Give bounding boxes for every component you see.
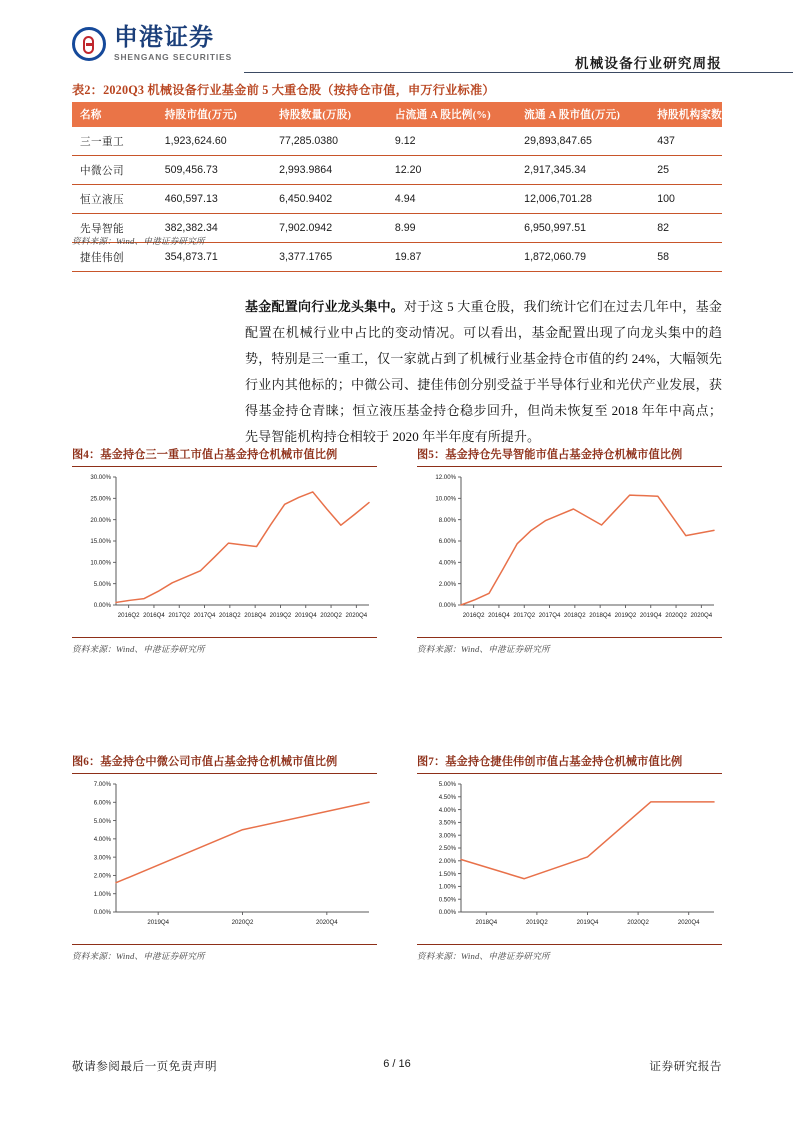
figure-5-title: 图5：基金持仓先导智能市值占基金持仓机械市值比例 [417,449,683,461]
svg-text:5.00%: 5.00% [93,581,111,589]
cell-institutions: 82 [649,214,722,243]
report-type-label: 机械设备行业研究周报 [575,56,722,71]
table-row [72,156,722,185]
svg-text:6.00%: 6.00% [438,538,456,546]
svg-text:0.00%: 0.00% [438,909,456,917]
table-source-note: 资料来源：Wind、申港证券研究所 [72,236,205,246]
cell-quantity: 77,285.0380 [271,127,387,156]
cell-market-value: 382,382.34 [157,214,271,243]
cell-institutions: 58 [649,243,722,272]
cell-float-value: 2,917,345.34 [516,156,649,185]
svg-text:2018Q4: 2018Q4 [244,612,266,620]
figure-6 [72,753,377,962]
svg-text:7.00%: 7.00% [93,781,111,789]
figure-4 [72,446,377,655]
svg-text:1.50%: 1.50% [438,871,456,879]
figure-6-title: 图6：基金持仓中微公司市值占基金持仓机械市值比例 [72,756,338,768]
svg-text:5.00%: 5.00% [93,818,111,826]
cell-float-value: 29,893,847.65 [516,127,649,156]
column-header-institutions: 持股机构家数 [649,102,722,127]
column-header-market-value: 持股市值(万元) [157,102,271,127]
figure-7 [417,753,722,962]
svg-text:0.00%: 0.00% [438,602,456,610]
svg-text:20.00%: 20.00% [90,517,111,525]
svg-text:2019Q2: 2019Q2 [269,612,292,620]
footer-report-label: 证券研究报告 [649,1060,722,1073]
svg-text:2018Q2: 2018Q2 [219,612,241,620]
figure-7-title: 图7：基金持仓捷佳伟创市值占基金持仓机械市值比例 [417,756,683,768]
svg-text:2020Q4: 2020Q4 [345,612,368,620]
svg-text:3.00%: 3.00% [93,854,111,862]
svg-text:1.00%: 1.00% [93,891,111,899]
cell-name: 先导智能 [72,214,157,243]
svg-text:2019Q4: 2019Q4 [576,919,599,927]
svg-text:2.00%: 2.00% [93,873,111,881]
svg-text:2019Q4: 2019Q4 [294,612,317,620]
svg-text:2016Q4: 2016Q4 [488,612,510,620]
svg-text:2020Q2: 2020Q2 [320,612,342,620]
column-header-name: 名称 [72,102,157,127]
cell-institutions: 100 [649,185,722,214]
cell-float-pct: 9.12 [387,127,516,156]
cell-float-value: 6,950,997.51 [516,214,649,243]
svg-text:10.00%: 10.00% [90,559,111,567]
cell-quantity: 3,377.1765 [271,243,387,272]
svg-text:2020Q4: 2020Q4 [315,919,338,927]
svg-text:2018Q2: 2018Q2 [564,612,586,620]
figure-4-title: 图4：基金持仓三一重工市值占基金持仓机械市值比例 [72,449,338,461]
cell-float-pct: 19.87 [387,243,516,272]
logo-chinese-name: 申港证券 [114,25,214,51]
cell-market-value: 354,873.71 [157,243,271,272]
cell-quantity: 2,993.9864 [271,156,387,185]
table-caption: 表2：2020Q3 机械设备行业基金前 5 大重仓股（按持仓市值，申万行业标准） [72,83,495,97]
svg-text:2018Q4: 2018Q4 [589,612,611,620]
cell-float-pct: 4.94 [387,185,516,214]
column-header-float-pct: 占流通 A 股比例(%) [387,102,516,127]
svg-text:12.00%: 12.00% [435,474,456,482]
svg-text:2018Q4: 2018Q4 [475,919,498,927]
svg-text:25.00%: 25.00% [90,495,111,503]
svg-text:6.00%: 6.00% [93,799,111,807]
page-footer [72,1058,722,1074]
svg-text:2019Q2: 2019Q2 [526,919,548,927]
analysis-paragraph [245,294,722,450]
cell-float-value: 1,872,060.79 [516,243,649,272]
svg-text:15.00%: 15.00% [90,538,111,546]
svg-text:2020Q2: 2020Q2 [627,919,649,927]
svg-text:2017Q4: 2017Q4 [193,612,216,620]
svg-text:2.00%: 2.00% [438,581,456,589]
column-header-float-value: 流通 A 股市值(万元) [516,102,649,127]
figure-6-source: 资料来源：Wind、申港证券研究所 [72,944,377,962]
cell-float-pct: 12.20 [387,156,516,185]
cell-float-pct: 8.99 [387,214,516,243]
cell-quantity: 7,902.0942 [271,214,387,243]
svg-text:2019Q4: 2019Q4 [147,919,170,927]
cell-institutions: 25 [649,156,722,185]
figure-6-chart [72,774,377,942]
svg-text:2020Q2: 2020Q2 [231,919,254,927]
svg-text:3.50%: 3.50% [438,819,456,827]
paragraph-lead: 基金配置向行业龙头集中。 [245,299,404,314]
svg-text:5.00%: 5.00% [438,781,456,789]
figure-5-source: 资料来源：Wind、申港证券研究所 [417,637,722,655]
svg-text:2020Q4: 2020Q4 [677,919,700,927]
figure-5 [417,446,722,655]
svg-text:8.00%: 8.00% [438,517,456,525]
svg-text:2016Q2: 2016Q2 [117,612,140,620]
cell-name: 中微公司 [72,156,157,185]
cell-market-value: 509,456.73 [157,156,271,185]
svg-text:2019Q2: 2019Q2 [614,612,637,620]
svg-text:30.00%: 30.00% [90,474,111,482]
svg-text:2.00%: 2.00% [438,858,456,866]
svg-text:2017Q2: 2017Q2 [168,612,191,620]
svg-text:4.00%: 4.00% [438,807,456,815]
svg-text:4.00%: 4.00% [438,559,456,567]
cell-quantity: 6,450.9402 [271,185,387,214]
figure-5-chart [417,467,722,635]
figure-4-chart [72,467,377,635]
svg-text:0.00%: 0.00% [93,909,111,917]
svg-text:2020Q2: 2020Q2 [665,612,687,620]
paragraph-body: 对于这 5 大重仓股，我们统计它们在过去几年中，基金配置在机械行业中占比的变动情况。可以看出，基金配置出现了向龙头集中的趋势，特别是三一重工，仅一家就占到了机械行业基金持仓市值的约 24%，大幅领先行业内其他标的；中微公司、捷佳伟创分别受益于半导体行业和光伏产业发展，获得基金持仓青睐；恒立液压基金持仓稳步回升，但尚未恢复至 2018 年年中高点；先导智能机构持仓相较于 2020 年半年度有所提升。 [245,299,722,444]
cell-name: 三一重工 [72,127,157,156]
svg-text:2016Q4: 2016Q4 [143,612,165,620]
svg-text:4.50%: 4.50% [438,794,456,802]
table-header-row [72,102,722,127]
column-header-quantity: 持股数量(万股) [271,102,387,127]
svg-text:3.00%: 3.00% [438,832,456,840]
cell-name: 恒立液压 [72,185,157,214]
shengang-emblem-icon [72,27,106,61]
svg-text:0.50%: 0.50% [438,896,456,904]
cell-float-value: 12,006,701.28 [516,185,649,214]
svg-text:4.00%: 4.00% [93,836,111,844]
cell-market-value: 460,597.13 [157,185,271,214]
footer-disclaimer: 敬请参阅最后一页免责声明 [72,1060,218,1073]
figure-4-source: 资料来源：Wind、申港证券研究所 [72,637,377,655]
header-divider [244,72,793,73]
figure-7-source: 资料来源：Wind、申港证券研究所 [417,944,722,962]
svg-text:2019Q4: 2019Q4 [639,612,662,620]
svg-text:2017Q2: 2017Q2 [513,612,536,620]
cell-market-value: 1,923,624.60 [157,127,271,156]
svg-text:1.00%: 1.00% [438,883,456,891]
svg-text:2017Q4: 2017Q4 [538,612,561,620]
cell-name: 捷佳伟创 [72,243,157,272]
table-row [72,185,722,214]
table-row [72,127,722,156]
svg-text:2.50%: 2.50% [438,845,456,853]
svg-text:10.00%: 10.00% [435,495,456,503]
svg-text:2020Q4: 2020Q4 [690,612,713,620]
company-logo [72,26,232,61]
svg-text:2016Q2: 2016Q2 [462,612,485,620]
footer-page-number: 6 / 16 [383,1058,411,1070]
page-header [72,26,722,74]
svg-text:0.00%: 0.00% [93,602,111,610]
cell-institutions: 437 [649,127,722,156]
logo-english-name: SHENGANG SECURITIES [114,52,233,62]
figure-7-chart [417,774,722,942]
